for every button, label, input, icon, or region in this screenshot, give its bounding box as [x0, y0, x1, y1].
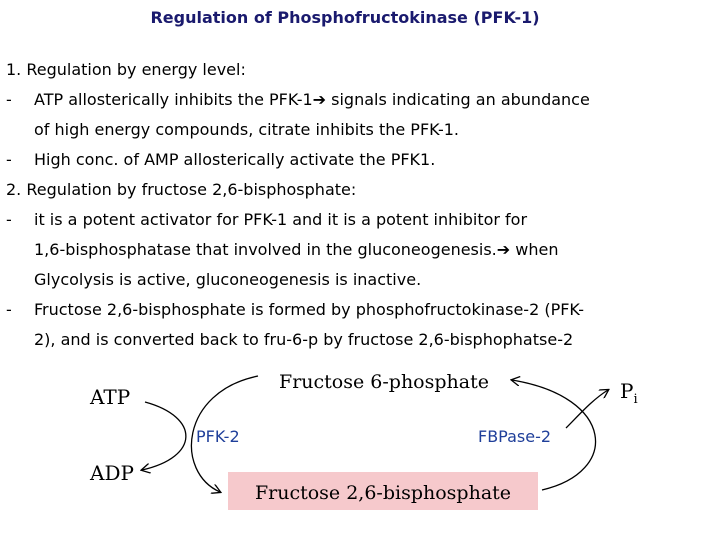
adp-label: ADP — [90, 461, 134, 485]
atp-to-adp-arrow — [142, 402, 186, 470]
top-compound-label: Fructose 6-phosphate — [279, 371, 489, 393]
bullet-dash: - — [6, 300, 12, 319]
phosphate-label — [620, 379, 638, 407]
phosphate-symbol: P — [620, 379, 634, 403]
section-1-bullet-1-continuation: of high energy compounds, citrate inhibits the PFK-1. — [34, 120, 459, 139]
section-1-bullet-2-text: High conc. of AMP allosterically activate the PFK1. — [34, 150, 436, 169]
section-1-bullet-2 — [6, 150, 435, 170]
section-2-bullet-2-text-a: Fructose 2,6-bisphosphate is formed by phosphofructokinase-2 (PFK- — [34, 300, 585, 319]
atp-label: ATP — [90, 385, 131, 409]
pfk2-enzyme-label: PFK-2 — [196, 427, 240, 446]
section-1-bullet-1 — [6, 90, 590, 110]
section-1-heading: 1. Regulation by energy level: — [6, 60, 246, 79]
section-2-bullet-2-continuation: 2), and is converted back to fru-6-p by fructose 2,6-bisphophatse-2 — [34, 330, 574, 349]
phosphate-subscript: i — [633, 392, 638, 407]
section-2-bullet-1 — [6, 210, 527, 230]
bottom-compound-label: Fructose 2,6-bisphosphate — [254, 482, 512, 504]
bullet-dash: - — [6, 210, 12, 229]
bullet-dash: - — [6, 90, 12, 109]
fbpase2-enzyme-label: FBPase-2 — [478, 427, 552, 446]
right-arrow-icon: ➔ — [312, 90, 327, 109]
section-1-bullet-1-text-a: ATP allosterically inhibits the PFK-1 — [34, 90, 313, 109]
page-title: Regulation of Phosphofructokinase (PFK-1) — [150, 8, 540, 27]
section-1-bullet-1-text-b: signals indicating an abundance — [326, 90, 590, 109]
section-2-bullet-1-continuation-1 — [34, 240, 558, 260]
section-2-bullet-1-continuation-2: Glycolysis is active, gluconeogenesis is inactive. — [34, 270, 422, 289]
section-2-bullet-1-text-b: 1,6-bisphosphatase that involved in the gluconeogenesis. — [34, 240, 497, 259]
phosphate-release-arrow — [566, 390, 608, 428]
right-arrow-icon: ➔ — [496, 240, 511, 259]
bullet-dash: - — [6, 150, 12, 169]
section-2-bullet-2 — [6, 300, 584, 320]
section-2-bullet-1-text-c: when — [510, 240, 559, 259]
section-2-heading: 2. Regulation by fructose 2,6-bisphosphate: — [6, 180, 357, 199]
section-2-bullet-1-text-a: it is a potent activator for PFK-1 and it is a potent inhibitor for — [34, 210, 528, 229]
fructose-bisphosphate-cycle-diagram — [80, 362, 660, 522]
